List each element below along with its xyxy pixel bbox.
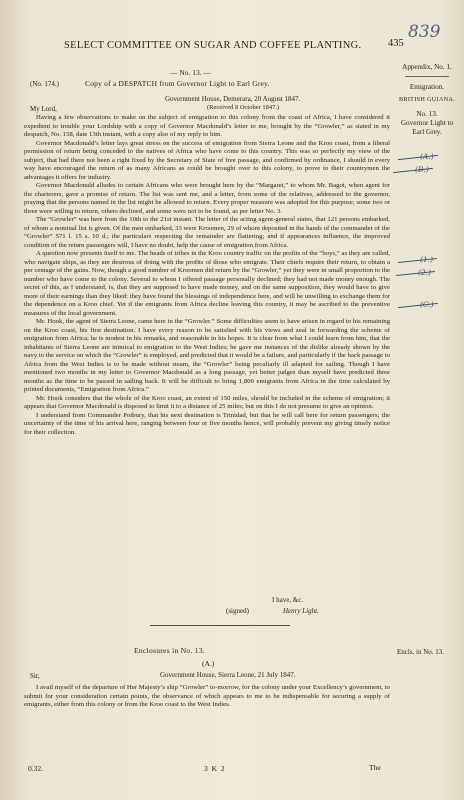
enclosure-margin-note: Encls. in No. 13. — [397, 648, 445, 656]
handwritten-annotation-b: (B.) — [415, 165, 429, 174]
paragraph: I understand from Commander Potbury, that his next destination is Trinidad, but that he will call here for return passengers; the uncertainty of the time of his arrival here, ranging between four or five months hence, will probably prevent my giving timely notice for their collection. — [24, 411, 390, 436]
section-divider — [150, 625, 290, 626]
paragraph: Governor Macdonald alludes to certain Africans who were brought here by the “Margaret,” to whom Mr. Bagot, when agent for the charterers, gave a promise of return. The list was sent me, and a letter, from some of the relatives, addressed to the governor, praying that the persons named in the list might be allowed to return. Every proper measure was adopted for this purpose; some two or three were willing to return, others declined, and some were not to be found, as per letter No. 3. — [24, 182, 390, 215]
sidenote-rule — [405, 76, 449, 77]
document-reference: (No. 174.) — [30, 80, 59, 88]
enclosure-title: Enclosures in No. 13. — [134, 646, 206, 655]
paragraph: The “Growler” was here from the 10th to the 21st instant. The letter of the acting agent-general states, that 121 persons embarked, of whom a nominal list is given. Of the men embarked, 33 were Kroomen, 29 of whom deposited in the hands of the commander of the “Growler” 571 l. 15 s. 10 d.; the particulars respecting the remainder are flattering; and if appearances influence, the improved condition of the return passengers will, I have no doubt, help the cause of emigration from Africa. — [24, 216, 390, 249]
paragraph: Governor Macdonald’s letter lays great stress on the success of emigration from Sierra Leone and the Kroo coast, from a liberal permission of return being conceded to the natives of Africa who have come to this country. This was so perfectly my view of the subject, that had there not been a right fixed by the Secretary of State of free passage, and confirmed by ordinance, I should in every way have encouraged the return of as many Africans as could be brought over to this colony, to prove to their countrymen the advantages it offers for industry. — [24, 139, 390, 181]
topic-label: Emigration. — [409, 83, 445, 91]
document-number: — No. 13. — — [170, 68, 212, 77]
paragraph: I avail myself of the departure of Her Majesty’s ship “Growler” to-morrow, for the colony under your Excellency’s government, to submit for your consideration certain points, the observance of which appears to me to be indispensable for securing a supply of emigrants, either from this colony or from the Kroo coast to the West Indies. — [24, 684, 390, 708]
enclosure-body — [24, 684, 390, 710]
enclosure-place-date: Government House, Sierra Leone, 21 July 1847. — [160, 671, 296, 679]
paragraph: Mr. Hook considers that the whole of the Kroo coast, an extent of 150 miles, should be included in the scheme of emigration; it appears that Governor Macdonald is disposed to limit it to a distance of 25 miles; but on this I do not presume to give an opinion. — [24, 394, 390, 410]
document-received-date: (Received 8 October 1847.) — [207, 104, 280, 111]
document-title: Copy of a DESPATCH from Governor Light to Earl Grey. — [85, 79, 270, 88]
handwritten-annotation-2: (2.) — [418, 268, 432, 277]
handwritten-annotation-1: (1.) — [420, 255, 434, 264]
signature: Henry Light. — [283, 607, 319, 615]
page-number: 435 — [388, 38, 404, 49]
footer-catchword: The — [369, 763, 381, 772]
colony-label: BRITISH GUIANA. — [398, 96, 456, 103]
enclosure-salutation: Sir, — [30, 672, 40, 680]
closing-line: I have, &c. — [272, 596, 304, 604]
page-header-title: SELECT COMMITTEE ON SUGAR AND COFFEE PLANTING. — [64, 40, 362, 51]
signed-label: (signed) — [226, 607, 249, 615]
footer-sheet-code: 0.32. — [28, 764, 43, 773]
paragraph: Mr. Hook, the agent of Sierra Leone, came here in the “Growler.” Some difficulties seem to have arisen in regard to his remaining on the Kroo coast, his first destination. I have every reason to be satisfied with his views and zeal in forwarding the scheme of emigration from Africa; he is modest in his remarks, and reasonable in his hopes. It is clear from what I could learn from him, that the inhabitants of Sierra Leone are inimical to emigration to the West Indies; he gave me instances of the dislike already shown by the navy to the service on which the “Growler” is employed, and predicted that it would be a failure, and particularly if the back passage to Africa from the West Indies is to be made without steam, the “Growler” being peculiarly ill adapted for sailing. Though I have mentioned two months in my letter to Governor Macdonald as a long passage, yet better judges than myself have predicted three months as the time to be passed in sailing back. It will be difficult to bring 1,800 emigrants from Africa in the time calculated by printed documents, “Emigration from Africa.” — [24, 318, 390, 393]
sidenote-doc-description: Governor Light to Earl Grey. — [400, 118, 454, 136]
enclosure-marker: (A.) — [202, 659, 215, 668]
appendix-label: Appendix, No. 1. — [402, 63, 452, 71]
document-place-date: Government House, Demerara, 20 August 1847. — [165, 95, 301, 103]
margin-sidenote — [394, 63, 460, 141]
paragraph: A question now presents itself to me. The heads of tribes in the Kroo country traffic on the profits of the “boys,” as they are called, who navigate ships, as they are desirous of doing with the profits of those who emigrate. Their chiefs require their return, to obtain a per centage of the gains. Now, though a good number of Kroomen did return by the “Growler,” yet they were in small proportion to the number who have come to the colony. Several to whom I offered passage personally declined; they had not made money enough. The secret of this, as I understand, is, that they are supposed to have made money, and on the same supposition, they would have to give more of their earnings than they liked: they have found the blessings of independence here, and will be unwilling to exchange them for the dependence on a Kroo chief. Yet if the emigrants from Africa decline leaving this country, it may be ascribed to the preventive measures of the local government. — [24, 250, 390, 317]
document-salutation: My Lord, — [30, 105, 57, 113]
handwritten-folio-number: 839 — [408, 22, 441, 42]
despatch-body — [24, 114, 390, 437]
handwritten-annotation-a: (A.) — [420, 152, 434, 161]
handwritten-annotation-c: (C.) — [420, 300, 434, 309]
footer-signature-mark: 3 K 2 — [204, 764, 226, 773]
sidenote-doc-number: No. 13. — [416, 109, 438, 118]
paragraph: Having a few observations to make on the subject of emigration to this colony from the coast of Africa, I have considered it expedient to trouble your Lordship with a copy of Governor Macdonald’s letter to me, brought by the “Growler,” as stated in my despatch, No. 158, date 13th instant, with a copy also of my reply to him. — [24, 114, 390, 138]
